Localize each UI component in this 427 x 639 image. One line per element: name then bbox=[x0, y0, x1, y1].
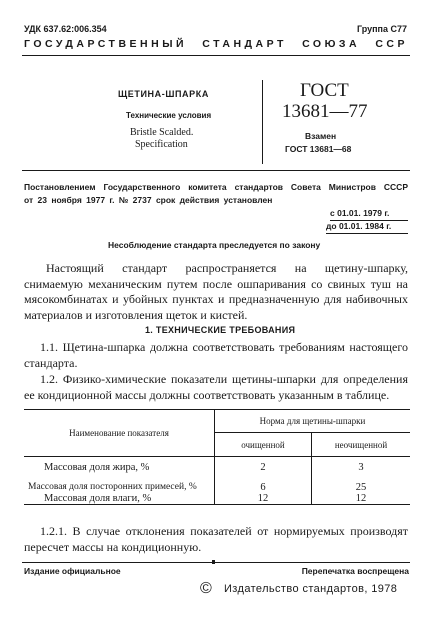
section-1-heading: 1. ТЕХНИЧЕСКИЕ ТРЕБОВАНИЯ bbox=[145, 325, 296, 335]
header-unclean: неочищенной bbox=[312, 433, 411, 457]
paragraph-1-2: 1.2. Физико-химические показатели щетины-шпарки для определения ее кондиционной массы должны соответствовать указанным в таблице. bbox=[24, 372, 408, 402]
header-rule bbox=[22, 55, 410, 56]
table-row bbox=[24, 457, 410, 473]
table-row bbox=[24, 473, 410, 493]
standard-subtitle-en: Specification bbox=[135, 139, 188, 150]
row-name: Массовая доля посторонних примесей, % bbox=[24, 473, 215, 493]
row-clean-value: 6 bbox=[215, 473, 312, 493]
paragraph-1-2-1: 1.2.1. В случае отклонения показателей от нормируемых производят пересчет массы на кондиционную. bbox=[24, 524, 408, 554]
paragraph-1-1: 1.1. Щетина-шпарка должна соответствовать требованиям настоящего стандарта. bbox=[24, 340, 408, 370]
row-unclean-value: 3 bbox=[358, 461, 364, 473]
row-unclean-value: 12 bbox=[312, 493, 411, 505]
header-clean: очищенной bbox=[215, 433, 312, 457]
row-unclean-value: 25 bbox=[355, 481, 367, 493]
decree-line-2: от 23 ноября 1977 г. № 2737 срок действия установлен bbox=[24, 195, 273, 205]
replaces-value: ГОСТ 13681—68 bbox=[285, 144, 352, 154]
udk-code: УДК 637.62:006.354 bbox=[24, 24, 107, 34]
title-divider bbox=[262, 80, 263, 164]
table-row bbox=[24, 493, 410, 505]
footer-rule-mark bbox=[212, 560, 215, 564]
group-code: Группа С77 bbox=[356, 24, 407, 34]
indicators-table bbox=[24, 409, 410, 505]
footer-rule bbox=[22, 562, 410, 563]
validity-underline-2 bbox=[326, 233, 408, 234]
standard-name-ru: ЩЕТИНА-ШПАРКА bbox=[118, 89, 209, 99]
copyright-icon: © bbox=[200, 580, 212, 597]
standard-subtitle-ru: Технические условия bbox=[126, 111, 212, 120]
intro-paragraph: Настоящий стандарт распространяется на щетину-шпарку, снимаемую механическим путем после ошпаривания со свиных туш на мясокомбинатах и убойных пунктах и предназначенную для набивочных материалов и изготовления щеток и кистей. bbox=[24, 261, 408, 322]
standard-name-en: Bristle Scalded. bbox=[130, 127, 194, 138]
title-rule bbox=[22, 170, 410, 171]
standard-title: ГОСУДАРСТВЕННЫЙ СТАНДАРТ СОЮЗА ССР bbox=[24, 38, 408, 50]
official-edition: Издание официальное bbox=[24, 566, 121, 576]
decree-line-1: Постановлением Государственного комитета стандартов Совета Министров СССР bbox=[24, 182, 408, 192]
reprint-notice: Перепечатка воспрещена bbox=[301, 566, 409, 576]
row-clean-value: 2 bbox=[215, 457, 312, 473]
gost-number: 13681—77 bbox=[282, 101, 368, 122]
row-clean-value: 12 bbox=[215, 493, 312, 505]
validity-to: до 01.01. 1984 г. bbox=[326, 221, 392, 231]
row-name: Массовая доля влаги, % bbox=[24, 493, 215, 505]
header-norm: Норма для щетины-шпарки bbox=[215, 410, 411, 433]
header-indicator-name: Наименование показателя bbox=[24, 410, 215, 457]
publisher: Издательство стандартов, 1978 bbox=[224, 583, 398, 595]
gost-label: ГОСТ bbox=[300, 80, 349, 101]
replaces-label: Взамен bbox=[305, 131, 337, 141]
row-name: Массовая доля жира, % bbox=[24, 457, 215, 473]
law-warning: Несоблюдение стандарта преследуется по закону bbox=[108, 240, 321, 250]
validity-from: с 01.01. 1979 г. bbox=[330, 208, 390, 218]
